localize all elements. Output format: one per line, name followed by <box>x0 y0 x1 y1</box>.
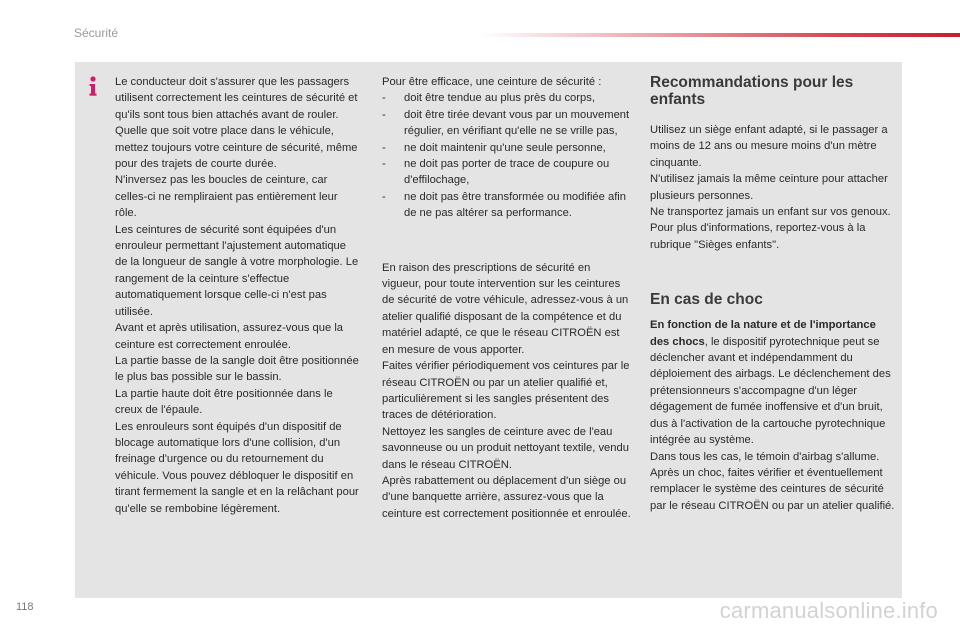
info-column <box>115 74 360 517</box>
requirements-intro: Pour être efficace, une ceinture de sécurité : <box>382 76 602 88</box>
list-item: - doit être tendue au plus près du corps, <box>382 90 632 106</box>
children-crash-column <box>650 74 895 514</box>
section-title: Sécurité <box>74 26 119 40</box>
children-paragraph: Utilisez un siège enfant adapté, si le passager a moins de 12 ans ou mesure moins d'un mètre cinquante. N'utilisez jamais la même ceinture pour attacher plusieurs personnes. Ne transportez jamais un enfant sur vos genoux. Pour plus d'informations, reportez-vous à la rubrique "Sièges enfants". <box>650 124 891 251</box>
list-item: - ne doit maintenir qu'une seule personne, <box>382 140 632 156</box>
children-heading: Recommandations pour les enfants <box>650 74 854 108</box>
list-item: - ne doit pas être transformée ou modifiée afin de ne pas altérer sa performance. <box>382 189 632 222</box>
header-accent-rule <box>480 33 960 37</box>
maintenance-paragraph: En raison des prescriptions de sécurité en vigueur, pour toute intervention sur les ceintures de sécurité de votre véhicule, adressez-vous à un atelier qualifié disposant de la compétence et du matériel adapté, ce que le réseau CITROËN est en mesure de vous apporter. Faites vérifier périodiquement vos ceintures par le réseau CITROËN ou par un atelier qualifié et, particulièrement si les sangles présentent des traces de détérioration. Nettoyez les sangles de ceinture avec de l'eau savonneuse ou un produit nettoyant textile, vendu dans le réseau CITROËN. Après rabattement ou déplacement d'un siège ou d'une banquette arrière, assurez-vous que la ceinture est correctement positionnée et enroulée. <box>382 261 631 520</box>
info-paragraph: Le conducteur doit s'assurer que les passagers utilisent correctement les ceintures de sécurité et qu'ils sont tous bien attachés avant de rouler. Quelle que soit votre place dans le véhicule, mettez toujours votre ceinture de sécurité, même pour des trajets de courte durée. N'inversez pas les boucles de ceinture, car celles-ci ne rempliraient pas entièrement leur rôle. Les ceintures de sécurité sont équipées d'un enrouleur permettant l'ajustement automatique de la longueur de sangle à votre morphologie. Le rangement de la ceinture s'effectue automatiquement lorsque celle-ci n'est pas utilisée. Avant et après utilisation, assurez-vous que la ceinture est correctement enroulée. La partie basse de la sangle doit être positionnée le plus bas possible sur le bassin. La partie haute doit être positionnée dans le creux de l'épaule. Les enrouleurs sont équipés d'un dispositif de blocage automatique lors d'une collision, d'un freinage d'urgence ou du retournement du véhicule. Vous pouvez débloquer le dispositif en tirant fermement la sangle et en la relâchant pour qu'elle se rembobine légèrement. <box>115 76 359 515</box>
requirements-list <box>382 90 632 221</box>
list-item: - ne doit pas porter de trace de coupure ou d'effilochage, <box>382 156 632 189</box>
crash-heading: En cas de choc <box>650 291 763 309</box>
seatbelt-requirements-column <box>382 74 632 522</box>
page-number: 118 <box>16 601 34 613</box>
list-item: - doit être tirée devant vous par un mouvement régulier, en vérifiant qu'elle ne se vrille pas, <box>382 107 632 140</box>
crash-text: , le dispositif pyrotechnique peut se déclencher avant et indépendamment du déploiement des airbags. Le déclenchement des prétensionneurs s'accompagne d'un léger dégagement de fumée inoffensive et d'un bruit, dus à l'activation de la cartouche pyrotechnique intégrée au système. Dans tous les cas, le témoin d'airbag s'allume. Après un choc, faites vérifier et éventuellement remplacer le système des ceintures de sécurité par le réseau CITROËN ou par un atelier qualifié. <box>650 335 895 512</box>
info-icon <box>88 76 98 98</box>
crash-paragraph <box>650 317 895 514</box>
watermark: carmanualsonline.info <box>719 598 938 623</box>
crash-bold-lead: En fonction de la nature et de l'importance des chocs <box>650 319 876 348</box>
